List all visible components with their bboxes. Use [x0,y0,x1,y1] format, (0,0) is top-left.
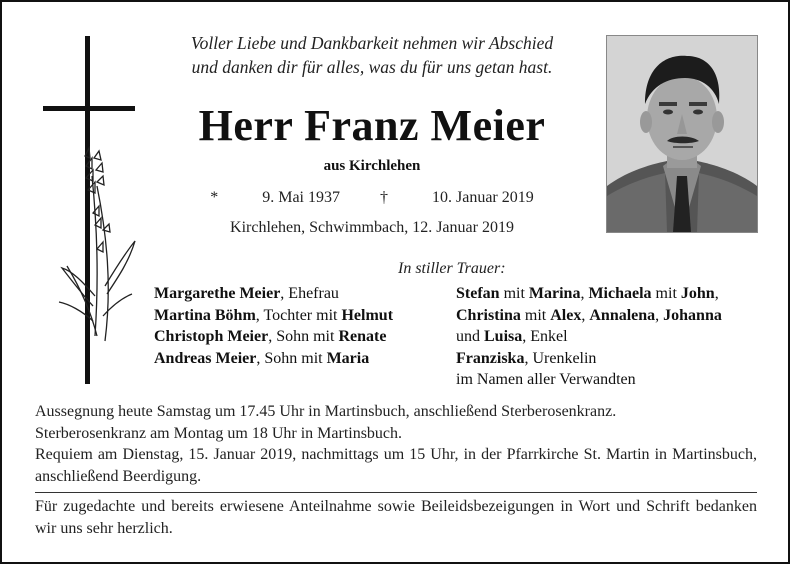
mourner-line [456,326,722,348]
portrait-photo [606,35,758,233]
portrait-illustration [607,36,757,232]
info-paragraph: Requiem am Dienstag, 15. Januar 2019, nachmittags um 15 Uhr, in der Pfarrkirche St. Martin in Martinsbuch, anschließend Beerdigung. [35,446,757,485]
birth-date-value: 9. Mai 1937 [262,189,340,206]
mourner-name: Franziska [456,349,525,367]
info-paragraph: Aussegnung heute Samstag um 17.45 Uhr in Martinsbuch, anschließend Sterberosenkranz. [35,403,617,420]
mourner-text: , [714,285,719,302]
mourner-name: Marina [528,285,581,302]
mourner-name: Margarethe Meier [154,285,281,302]
mourner-line [154,326,393,348]
cross-with-wheat-icon [37,36,141,386]
birth-symbol: * [210,189,219,206]
mourner-line [456,348,722,370]
place-and-date: Kirchlehen, Schwimmbach, 12. Januar 2019 [230,219,514,236]
mourner-name: John [680,285,715,302]
motto-line-2: und danken dir für alles, was du für uns getan hast. [191,57,553,77]
funeral-info [35,401,757,487]
mourner-name: Martina Böhm [154,306,256,324]
mourner-relation: , Sohn mit [256,349,327,367]
mourner-name: Annalena [589,306,656,324]
mourner-line [154,305,393,327]
mourner-text: mit [499,285,529,302]
mourner-name: Alex [550,306,582,324]
mourners-left-column [154,283,393,369]
birth-date [210,189,340,206]
mourner-relation: , Ehefrau [280,285,339,302]
divider [35,492,757,493]
mourner-partner: Renate [338,328,387,345]
mourner-name: Johanna [663,306,722,324]
life-dates [152,189,592,207]
mourner-text: , [655,306,664,324]
mourner-name: Stefan [456,285,500,302]
mourner-partner: Maria [326,349,370,367]
mourners-right-column [456,283,722,391]
mourner-relation: , Sohn mit [268,328,339,345]
death-date-value: 10. Januar 2019 [432,189,534,206]
mourner-line: im Namen aller Verwandten [456,371,636,388]
mourners-label: In stiller Trauer: [398,260,506,277]
info-paragraph: Sterberosenkranz am Montag um 18 Uhr in Martinsbuch. [35,424,403,442]
motto [152,31,592,79]
mourner-text: , Enkel [522,328,568,345]
mourner-text: mit [520,306,551,324]
deceased-name: Herr Franz Meier [198,101,546,150]
mourner-partner: Helmut [341,306,394,324]
mourner-name: Andreas Meier [154,349,257,367]
mourner-text: , Urenkelin [524,349,597,367]
mourner-name: Michaela [588,285,652,302]
mourner-name: Christina [456,306,521,324]
mourner-text: mit [651,285,681,302]
motto-line-1: Voller Liebe und Dankbarkeit nehmen wir Abschied [190,33,554,53]
mourner-name: Luisa [484,328,523,345]
mourner-line [456,283,722,305]
mourner-line [154,283,393,305]
thanks-text: Für zugedachte und bereits erwiesene Anteilnahme sowie Beileidsbezeigungen in Wort und Schrift bedanken wir uns sehr herzlich. [35,498,757,537]
mourner-text: , [580,285,589,302]
deceased-origin: aus Kirchlehen [323,158,421,174]
mourner-relation: , Tochter mit [255,306,342,324]
death-symbol: † [380,189,388,206]
death-date [380,189,534,206]
mourner-name: Christoph Meier [154,328,269,345]
mourner-text: und [456,328,484,345]
mourner-line [456,305,722,327]
mourner-line [154,348,393,370]
mourner-text: , [581,306,590,324]
